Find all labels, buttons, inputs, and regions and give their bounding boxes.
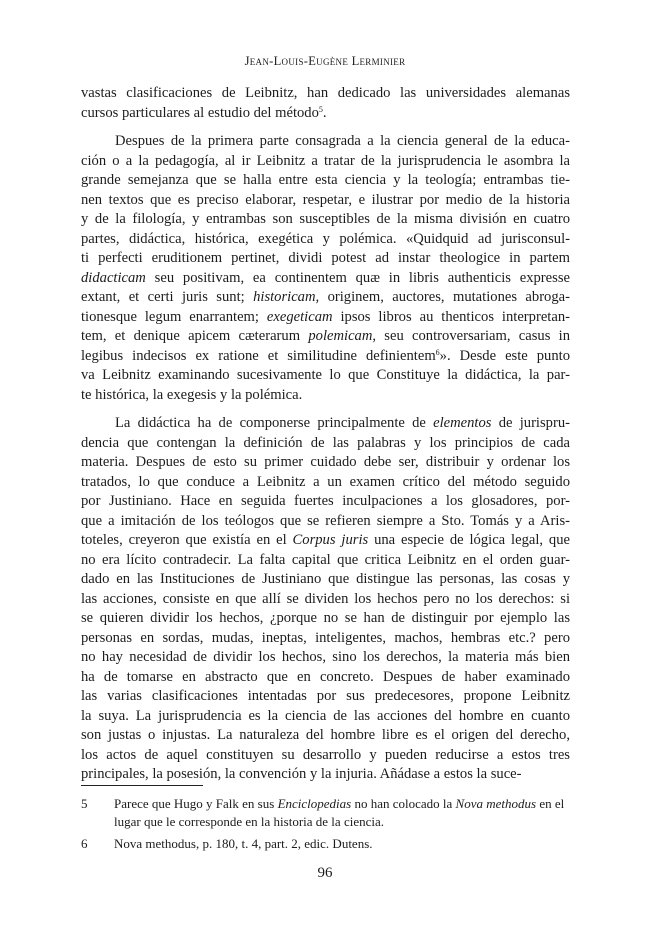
text-run: La didáctica ha de componerse principalmente de: [115, 415, 434, 431]
text-run: dencia que contengan la definición de las palabras y los principios de cada: [81, 434, 570, 451]
text-run: Despues de la primera parte consagrada a la ciencia general de la educa-: [115, 133, 570, 149]
footnote-ref[interactable]: 6: [435, 347, 440, 357]
text-run: Parece que Hugo y Falk en sus: [114, 796, 278, 811]
text-line: [81, 473, 570, 493]
text-run: grande semejanza que se halla entre esta ciencia y la teología; entrambas tie-: [81, 172, 570, 188]
paragraph: [81, 84, 570, 123]
text-line: [81, 386, 570, 406]
text-run: los actos de aquel constituyen su desarrollo y pueden reducirse a estos tres: [81, 746, 570, 763]
text-run: las varias clasificaciones intentadas por sus predecesores, propone Leibnitz: [81, 688, 570, 704]
text-run: no hay necesidad de dividir los hechos, sino los derechos, la materia más bien: [81, 649, 570, 665]
paragraph-gap: [81, 123, 570, 132]
text-line: [81, 288, 570, 308]
text-line: [81, 590, 570, 610]
text-run: materia. Despues de esto su primer cuidado debe ser, distribuir y ordenar los: [81, 454, 570, 470]
italic-text: elementos: [433, 415, 492, 431]
text-run: .: [322, 104, 327, 121]
text-run: dado en las Instituciones de Justiniano que distingue las personas, las cosas y: [81, 571, 570, 587]
body-text: [81, 84, 570, 785]
italic-text: Corpus juris: [292, 532, 369, 548]
text-line: [81, 210, 570, 230]
text-line: [81, 570, 570, 590]
text-line: [81, 269, 570, 289]
text-line: [81, 492, 570, 512]
text-line: [81, 171, 570, 191]
text-line: [81, 191, 570, 211]
text-run: nen textos que es preciso elaborar, respetar, e ilustrar por medio de la historia: [81, 191, 570, 208]
text-line: [81, 84, 570, 104]
text-run: va Leibnitz examinando sucesivamente lo que Constituye la didáctica, la par-: [81, 367, 570, 383]
text-run: en el lugar que le corresponde en la historia de la ciencia.: [114, 796, 565, 829]
text-run: de jurispru-: [491, 415, 570, 431]
running-head: Jean-Louis-Eugène Lerminier: [244, 54, 406, 68]
text-run: originem, auctores, mutationes abroga-: [319, 289, 570, 305]
footnote-ref[interactable]: 5: [318, 104, 323, 114]
text-run: , seu controversariam, casus in: [372, 328, 570, 344]
text-run: ción o a la pedagogía, al ir Leibnitz a tratar de la jurisprudencia le asombra la: [81, 152, 570, 169]
footnote-number: 6: [81, 836, 88, 851]
text-run: no han colocado la: [351, 796, 456, 811]
italic-text: polemicam: [308, 328, 373, 344]
paragraph-gap: [81, 405, 570, 414]
text-run: legibus indecisos ex ratione et similitudine definientem: [81, 347, 436, 364]
text-run: ha de tomarse en abstracto que en concreto. Despues de haber examinado: [81, 668, 570, 685]
footnote: [81, 795, 570, 831]
text-line: [81, 668, 570, 688]
paragraph: [81, 132, 570, 405]
text-line: [81, 366, 570, 386]
italic-text: historicam,: [253, 289, 320, 305]
text-run: vastas clasificaciones de Leibnitz, han dedicado las universidades alemanas: [81, 85, 570, 101]
italic-text: Enciclopedias: [277, 796, 352, 811]
text-line: [81, 765, 570, 785]
text-run: seu positivam, ea continentem quæ in libris authenticis expresse: [145, 269, 570, 286]
footnote-rule: [81, 785, 203, 786]
text-run: son justas o injustas. La naturaleza del hombre libre es el origen del derecho,: [81, 727, 570, 743]
text-run: una especie de lógica legal, que: [368, 532, 570, 548]
text-line: [81, 629, 570, 649]
text-line: [81, 531, 570, 551]
italic-text: Nova methodus: [455, 796, 537, 811]
page-number: 96: [317, 865, 333, 881]
text-line: [81, 327, 570, 347]
paragraph: [81, 414, 570, 785]
text-run: no era lícito contradecir. La falta capital que critica Leibnitz en el orden guar-: [81, 551, 570, 568]
text-run: te histórica, la exegesis y la polémica.: [81, 386, 303, 403]
text-run: tem, et denique apicem cæterarum: [81, 328, 309, 344]
text-run: partes, didáctica, histórica, exegética y polémica. «Quidquid ad jurisconsul-: [81, 230, 570, 247]
text-run: por Justiniano. Hace en seguida fuertes inculpaciones a los glosadores, por-: [81, 493, 570, 509]
text-run: ti perfecti eruditionem pertinet, dividi potest ad instar theologice in partem: [81, 250, 570, 266]
text-line: [81, 308, 570, 328]
text-run: Nova methodus, p. 180, t. 4, part. 2, edic. Dutens.: [114, 836, 373, 851]
text-run: tratados, lo que conduce a Leibnitz a un examen crítico del método seguido: [81, 473, 570, 490]
footnote-text: [114, 796, 564, 829]
text-run: ». Desde este punto: [439, 347, 570, 364]
text-line: [81, 551, 570, 571]
footnotes: [81, 795, 570, 857]
footnote-number: 5: [81, 796, 88, 811]
text-run: las acciones, consiste en que allí se dividen los hechos pero no los derechos: si: [81, 590, 570, 607]
text-line: [81, 746, 570, 766]
text-run: cursos particulares al estudio del método: [81, 104, 319, 121]
text-line: [81, 707, 570, 727]
text-line: [81, 726, 570, 746]
footnote-text: [114, 836, 373, 851]
text-run: extant, et certi juris sunt;: [81, 289, 254, 305]
text-line: [81, 249, 570, 269]
text-line: [81, 414, 570, 434]
text-line: [81, 453, 570, 473]
text-run: que a imitación de los teólogos que se refieren siempre a Sto. Tomás y a Aris-: [81, 512, 570, 529]
text-line: [81, 609, 570, 629]
text-run: tionesque legum enarrantem;: [81, 308, 267, 325]
italic-text: didacticam: [81, 269, 146, 286]
italic-text: exegeticam: [266, 308, 333, 325]
text-run: ipsos libros au thenticos interpretan-: [332, 308, 570, 325]
text-line: [81, 512, 570, 532]
text-line: [81, 434, 570, 454]
footnote: [81, 835, 570, 853]
text-line: [81, 687, 570, 707]
text-line: [81, 347, 570, 367]
text-run: principales, la posesión, la convención y la injuria. Añádase a estos la suce-: [81, 766, 522, 782]
text-run: se quieren dividir los hechos, ¿porque no se han de distinguir por ejemplo las: [81, 610, 570, 626]
text-run: y de la filología, y entrambas son susceptibles de la misma división en cuatro: [81, 211, 570, 227]
text-line: [81, 648, 570, 668]
text-line: [81, 152, 570, 172]
text-line: [81, 132, 570, 152]
text-run: la suya. La jurisprudencia es la ciencia de las acciones del hombre en cuanto: [81, 707, 570, 724]
text-line: [81, 230, 570, 250]
text-line: [81, 104, 570, 124]
text-run: personas en sordas, mudas, ineptas, inteligentes, machos, hembras etc.? pero: [81, 629, 570, 646]
text-run: toteles, creyeron que existía en el: [81, 532, 293, 548]
